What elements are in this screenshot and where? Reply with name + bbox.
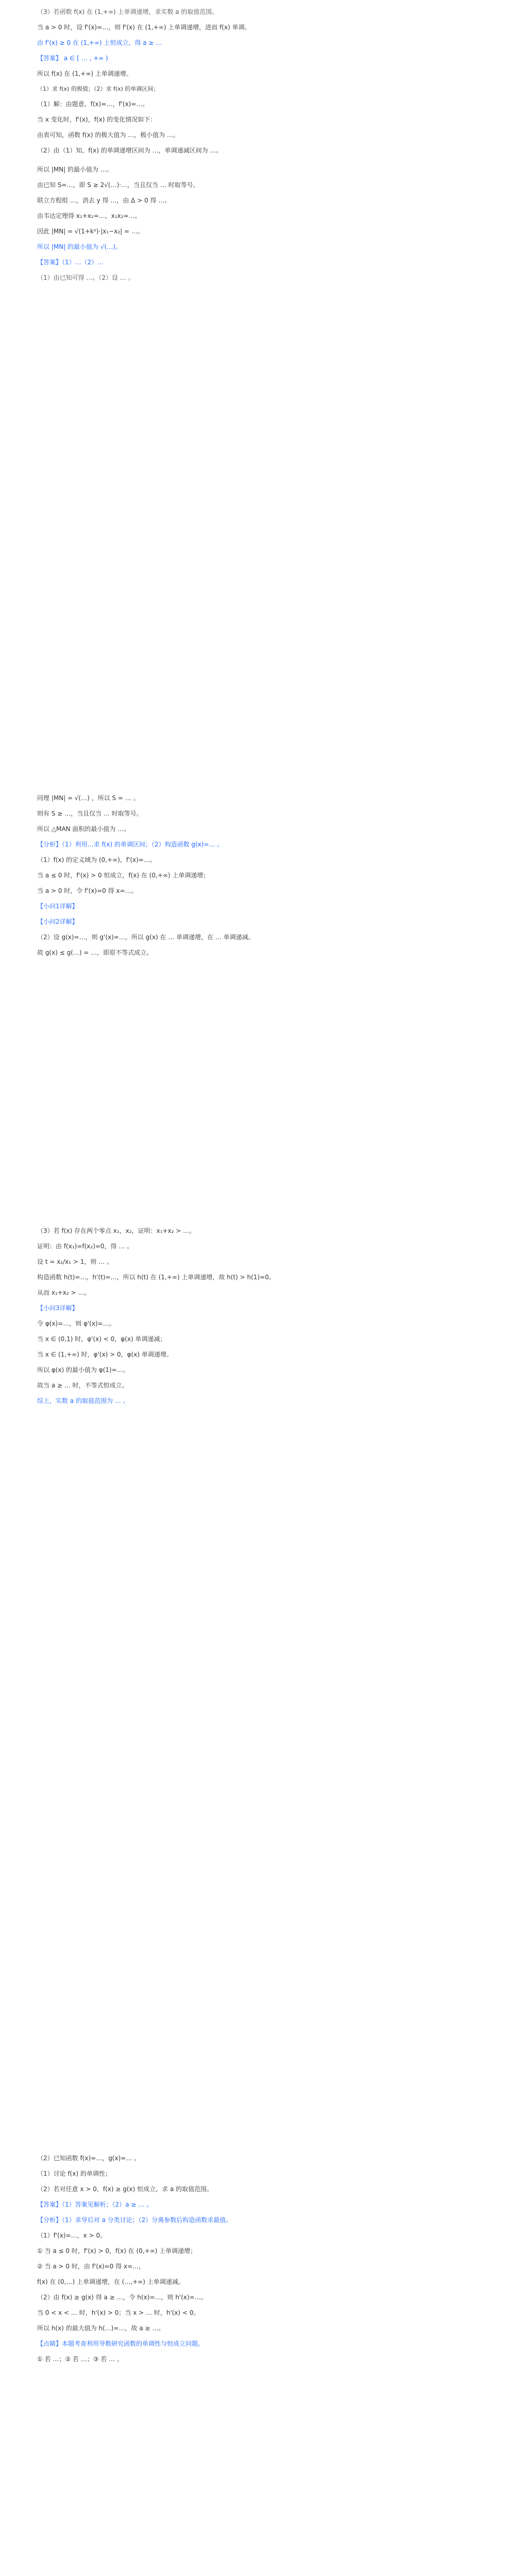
line: （2）若对任意 x > 0，f(x) ≥ g(x) 恒成立，求 a 的取值范围。 [37,2185,213,2193]
line: （1）求 f(x) 的极值；（2）求 f(x) 的单调区间； [37,86,159,92]
line: 所以 |MN| 的最小值为 √(…)。 [37,243,122,250]
line: 所以 △MAN 面积的最小值为 …。 [37,825,130,833]
line: 当 x 变化时，f'(x)，f(x) 的变化情况如下： [37,116,157,123]
line: （2）已知函数 f(x)=…，g(x)=… 。 [37,2155,141,2162]
line: 【点睛】本题考查利用导数研究函数的单调性与恒成立问题。 [37,2340,205,2347]
section-2 [37,165,480,289]
line: 当 a > 0 时，令 f'(x)=0 得 x=…。 [37,887,138,894]
line: （1）由已知可得 …。（2）设 … 。 [37,274,134,281]
line: 由表可知，函数 f(x) 的极大值为 …，极小值为 …。 [37,131,179,139]
line: 联立方程组 …，消去 y 得 …，由 Δ > 0 得 …。 [37,197,171,204]
line: 同理 |MN| = √(…) ，所以 S = … 。 [37,794,140,802]
line: 证明：由 f(x₁)=f(x₂)=0，得 … 。 [37,1243,133,1250]
section-3 [37,793,480,963]
line: （1）讨论 f(x) 的单调性； [37,2170,111,2177]
line: 设 t = x₂/x₁ > 1，则 … 。 [37,1258,113,1265]
line: 所以 f(x) 在 (1,+∞) 上单调递增。 [37,70,132,77]
line: （3）若 f(x) 存在两个零点 x₁，x₂，证明：x₁+x₂ > …。 [37,1227,196,1234]
line: （1）f'(x)=…，x > 0。 [37,2232,107,2239]
line: （3）若函数 f(x) 在 (1,+∞) 上单调递增，求实数 a 的取值范围。 [37,8,218,15]
line: 【分析】（1）求导后对 a 分类讨论；（2）分离参数后构造函数求最值。 [37,2216,232,2224]
line: 【分析】（1）利用…求 f(x) 的单调区间；（2）构造函数 g(x)=… 。 [37,841,224,848]
line: （2）由 f(x) ≥ g(x) 得 a ≥ …，令 h(x)=…，则 h'(x)=…。 [37,2294,207,2301]
line: 所以 φ(x) 的最小值为 φ(1)=…。 [37,1366,129,1374]
line: 【答案】（1）答案见解析；（2）a ≥ … 。 [37,2201,153,2208]
line: 构造函数 h(t)=…，h'(t)=…，所以 h(t) 在 (1,+∞) 上单调递增，故 h(t) > h(1)=0。 [37,1274,275,1281]
line: 则有 S ≥ …，当且仅当 … 时取等号。 [37,810,143,817]
line: 故 g(x) ≤ g(…) = …，即原不等式成立。 [37,949,153,956]
line: 【小问1详解】 [37,903,78,910]
line: （2）设 g(x)=…，则 g'(x)=…，所以 g(x) 在 … 单调递增，在 … 单调递减。 [37,934,254,941]
line: 【小问3详解】 [37,1304,78,1312]
line: 故当 a ≥ … 时，不等式恒成立。 [37,1382,128,1389]
line: ② 当 a > 0 时，由 f'(x)=0 得 x=…， [37,2263,145,2270]
line: 当 0 < x < … 时，h'(x) > 0；当 x > … 时，h'(x) < 0。 [37,2309,200,2316]
line: ① 当 a ≤ 0 时，f'(x) > 0，f(x) 在 (0,+∞) 上单调递增； [37,2247,197,2255]
line: 所以 |MN| 的最小值为 …。 [37,166,113,173]
line: （1）f(x) 的定义域为 (0,+∞)，f'(x)=…。 [37,856,156,863]
line: ① 若 …；② 若 …；③ 若 … 。 [37,2355,123,2363]
line: 所以 h(x) 的最大值为 h(…)=…，故 a ≥ …。 [37,2325,165,2332]
line: 综上，实数 a 的取值范围为 … 。 [37,1397,129,1404]
section-5 [37,2154,480,2370]
line: 当 x ∈ (1,+∞) 时，φ'(x) > 0，φ(x) 单调递增。 [37,1351,173,1358]
line: 因此 |MN| = √(1+k²)·|x₁−x₂| = …。 [37,228,144,235]
line: 由已知 S=…，即 S ≥ 2√(…)·…，当且仅当 … 时取等号。 [37,181,199,189]
line: 从而 x₁+x₂ > …。 [37,1289,91,1296]
line: 当 a ≤ 0 时，f'(x) > 0 恒成立，f(x) 在 (0,+∞) 上单调递增； [37,872,210,879]
line: 当 x ∈ (0,1) 时，φ'(x) < 0，φ(x) 单调递减； [37,1335,166,1343]
line: （1）解：由题意，f(x)=…，f'(x)=…。 [37,100,149,108]
line: 【答案】（1）…（2）… [37,259,104,266]
line: 由 f'(x) ≥ 0 在 (1,+∞) 上恒成立，得 a ≥ … [37,39,162,46]
section-4 [37,1226,480,1412]
section-1 [37,7,480,161]
line: 【答案】 a ∈ [ … , +∞ ) [37,55,108,62]
line: 当 a > 0 时，设 f'(x)=…，则 f'(x) 在 (1,+∞) 上单调递增，进而 f(x) 单调。 [37,24,251,31]
line: 【小问2详解】 [37,918,78,925]
line: （2）由（1）知，f(x) 的单调递增区间为 …，单调递减区间为 …。 [37,147,223,154]
line: 令 φ(x)=…，则 φ'(x)=…。 [37,1320,115,1327]
line: 由韦达定理得 x₁+x₂=…，x₁x₂=…。 [37,212,141,219]
line: f(x) 在 (0,…) 上单调递增，在 (…,+∞) 上单调递减。 [37,2278,184,2285]
